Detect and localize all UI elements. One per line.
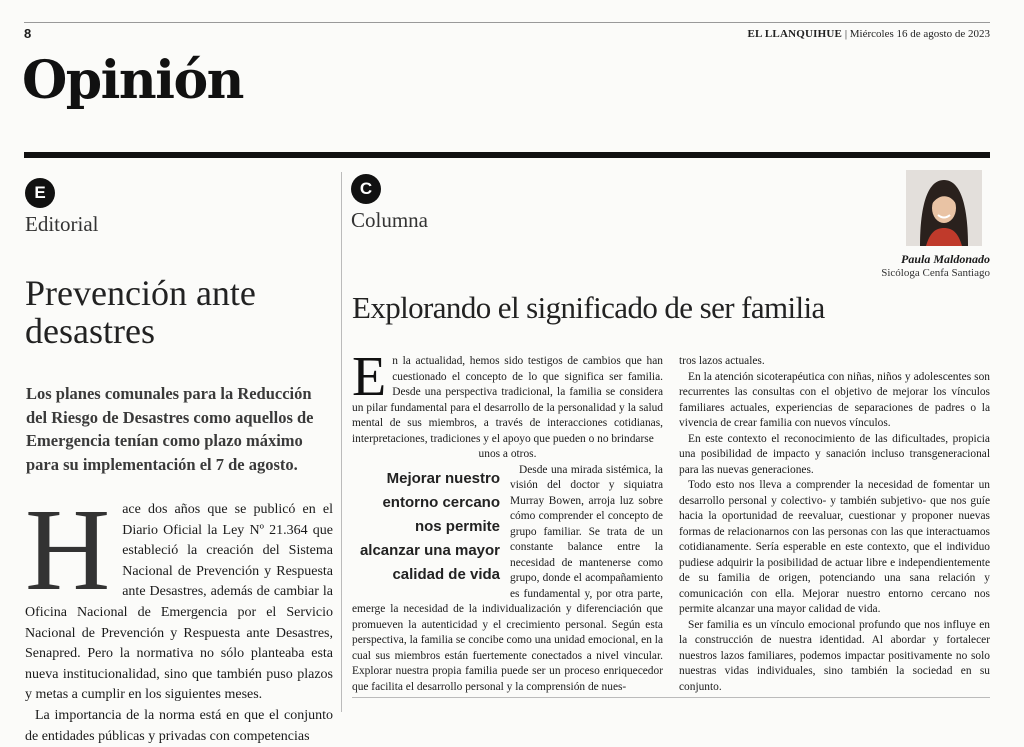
editorial-deck: Los planes comunales para la Reducción del Riesgo de Desastres como aquellos de Emergencia tenían como plazo máximo para su implementación el 7 de agosto. — [26, 384, 314, 474]
masthead — [747, 28, 990, 40]
author-name: Paula Maldonado — [900, 252, 990, 266]
column-badge: C — [351, 174, 381, 204]
author-role: Sicóloga Cenfa Santiago — [881, 267, 990, 279]
editorial-paragraph-text: ace dos años que se publicó en el Diario Oficial la Ley Nº 21.364 que estableció la creación del Sistema Nacional de Prevención y Respuesta ante Desastres, además de cambiar la Oficina Nacional de Emergencia por el Servicio Nacional de Prevención y Respuesta ante Desastres, Senapred. Pero la normativa no sólo planteaba esta nueva institucionalidad, sino que también puso plazos y metas a cumplir en los siguientes meses. — [25, 502, 333, 703]
paper-name: EL LLANQUIHUE — [747, 28, 843, 40]
column-drop-cap: E — [352, 346, 387, 408]
editorial-kicker: Editorial — [25, 212, 99, 236]
masthead-separator: | — [844, 28, 848, 40]
editorial-paragraph — [25, 484, 333, 706]
issue-date: Miércoles 16 de agosto de 2023 — [849, 28, 990, 40]
editorial-drop-cap: H — [25, 484, 111, 615]
editorial-headline: Prevención ante desastres — [25, 273, 256, 351]
column-paragraph — [352, 346, 663, 447]
column-paragraph: Ser familia es un vínculo emocional profundo que nos influye en la construcción de nuestra identidad. Al abordar y fortalecer nuestros lazos familiares, podemos impactar positivamente no solo nuestras vidas individuales, sino también la sociedad en su conjunto. — [679, 618, 990, 693]
bottom-rule — [352, 697, 990, 698]
author-photo — [906, 170, 982, 246]
column-paragraph-text: n la actualidad, hemos sido testigos de cambios que han cuestionado el concepto de lo que significa ser familia. Desde una perspectiva tradicional, la familia se considera un pilar fundamental para el desarrollo de la personalidad y la salud mental de sus miembros, a través de interacciones cotidianas, interpretaciones, tradiciones y el apoyo que pueden o no brindarse — [352, 355, 663, 445]
column-headline: Explorando el significado de ser familia — [352, 290, 825, 325]
top-rule — [24, 22, 990, 23]
column-paragraph: Todo esto nos lleva a comprender la necesidad de fomentar un desarrollo personal y colectivo- y también subjetivo- que nos guíe hacia la oportunidad de reevaluar, cuestionar y proponer nuevas formas de relacionarnos con las personas con las que interactuamos cotidianamente. Sería esperable en este contexto, que el individuo pudiese adquirir la posibilidad de actuar libre e independientemente de su familia de origen, potenciando una sana relación y comunicación con ella. Mejorar nuestro entorno cercano nos permite alcanzar una mayor calidad de vida. — [679, 479, 990, 615]
section-title: Opinión — [22, 50, 243, 111]
author-portrait-icon — [906, 170, 982, 246]
section-rule — [24, 152, 990, 158]
column-kicker: Columna — [351, 208, 428, 232]
editorial-paragraph: La importancia de la norma está en que el conjunto de entidades públicas y privadas con competencias — [25, 707, 333, 744]
column-divider — [341, 172, 342, 712]
column-paragraph: Desde una mirada sistémica, la visión del doctor y siquiatra Murray Bowen, arroja luz sobre cómo comprender el concepto de grupo familiar. Se trata de un constante balance entre la necesidad de mantenerse como grupo, donde el acompañamiento es fundamental y, por otra parte, emerge la necesidad de la individualización y diferenciación que promueven la autenticidad y el crecimiento personal. Según esta perspectiva, la familia se concibe como una unidad emocional, en la cual sus miembros están fuertemente conectados a nivel vincular. Explorar nuestra propia familia puede ser un proceso enriquecedor que facilita el desarrollo personal y la comprensión de nues- — [352, 463, 663, 693]
editorial-body — [25, 484, 333, 747]
column-paragraph-continuation: tros lazos actuales. — [679, 355, 765, 367]
column-paragraph: En este contexto el reconocimiento de las dificultades, propicia una posibilidad de impacto y sanación incluso transgeneracional para las nuevas generaciones. — [679, 432, 990, 476]
column-paragraph: En la atención sicoterapéutica con niñas, niños y adolescentes son recurrentes las consultas con el objetivo de mejorar los vínculos familiares actuales, experiencias de separaciones de padres o la vivencia de crear familia con nuevos vínculos. — [679, 370, 990, 429]
column-paragraph-end: unos a otros. — [478, 448, 537, 460]
column-body-right — [679, 354, 990, 695]
column-body-left — [352, 346, 663, 695]
page-number: 8 — [24, 26, 32, 41]
pull-quote: Mejorar nuestro entorno cercano nos permite alcanzar una mayor calidad de vida — [359, 469, 500, 584]
editorial-badge: E — [25, 178, 55, 208]
